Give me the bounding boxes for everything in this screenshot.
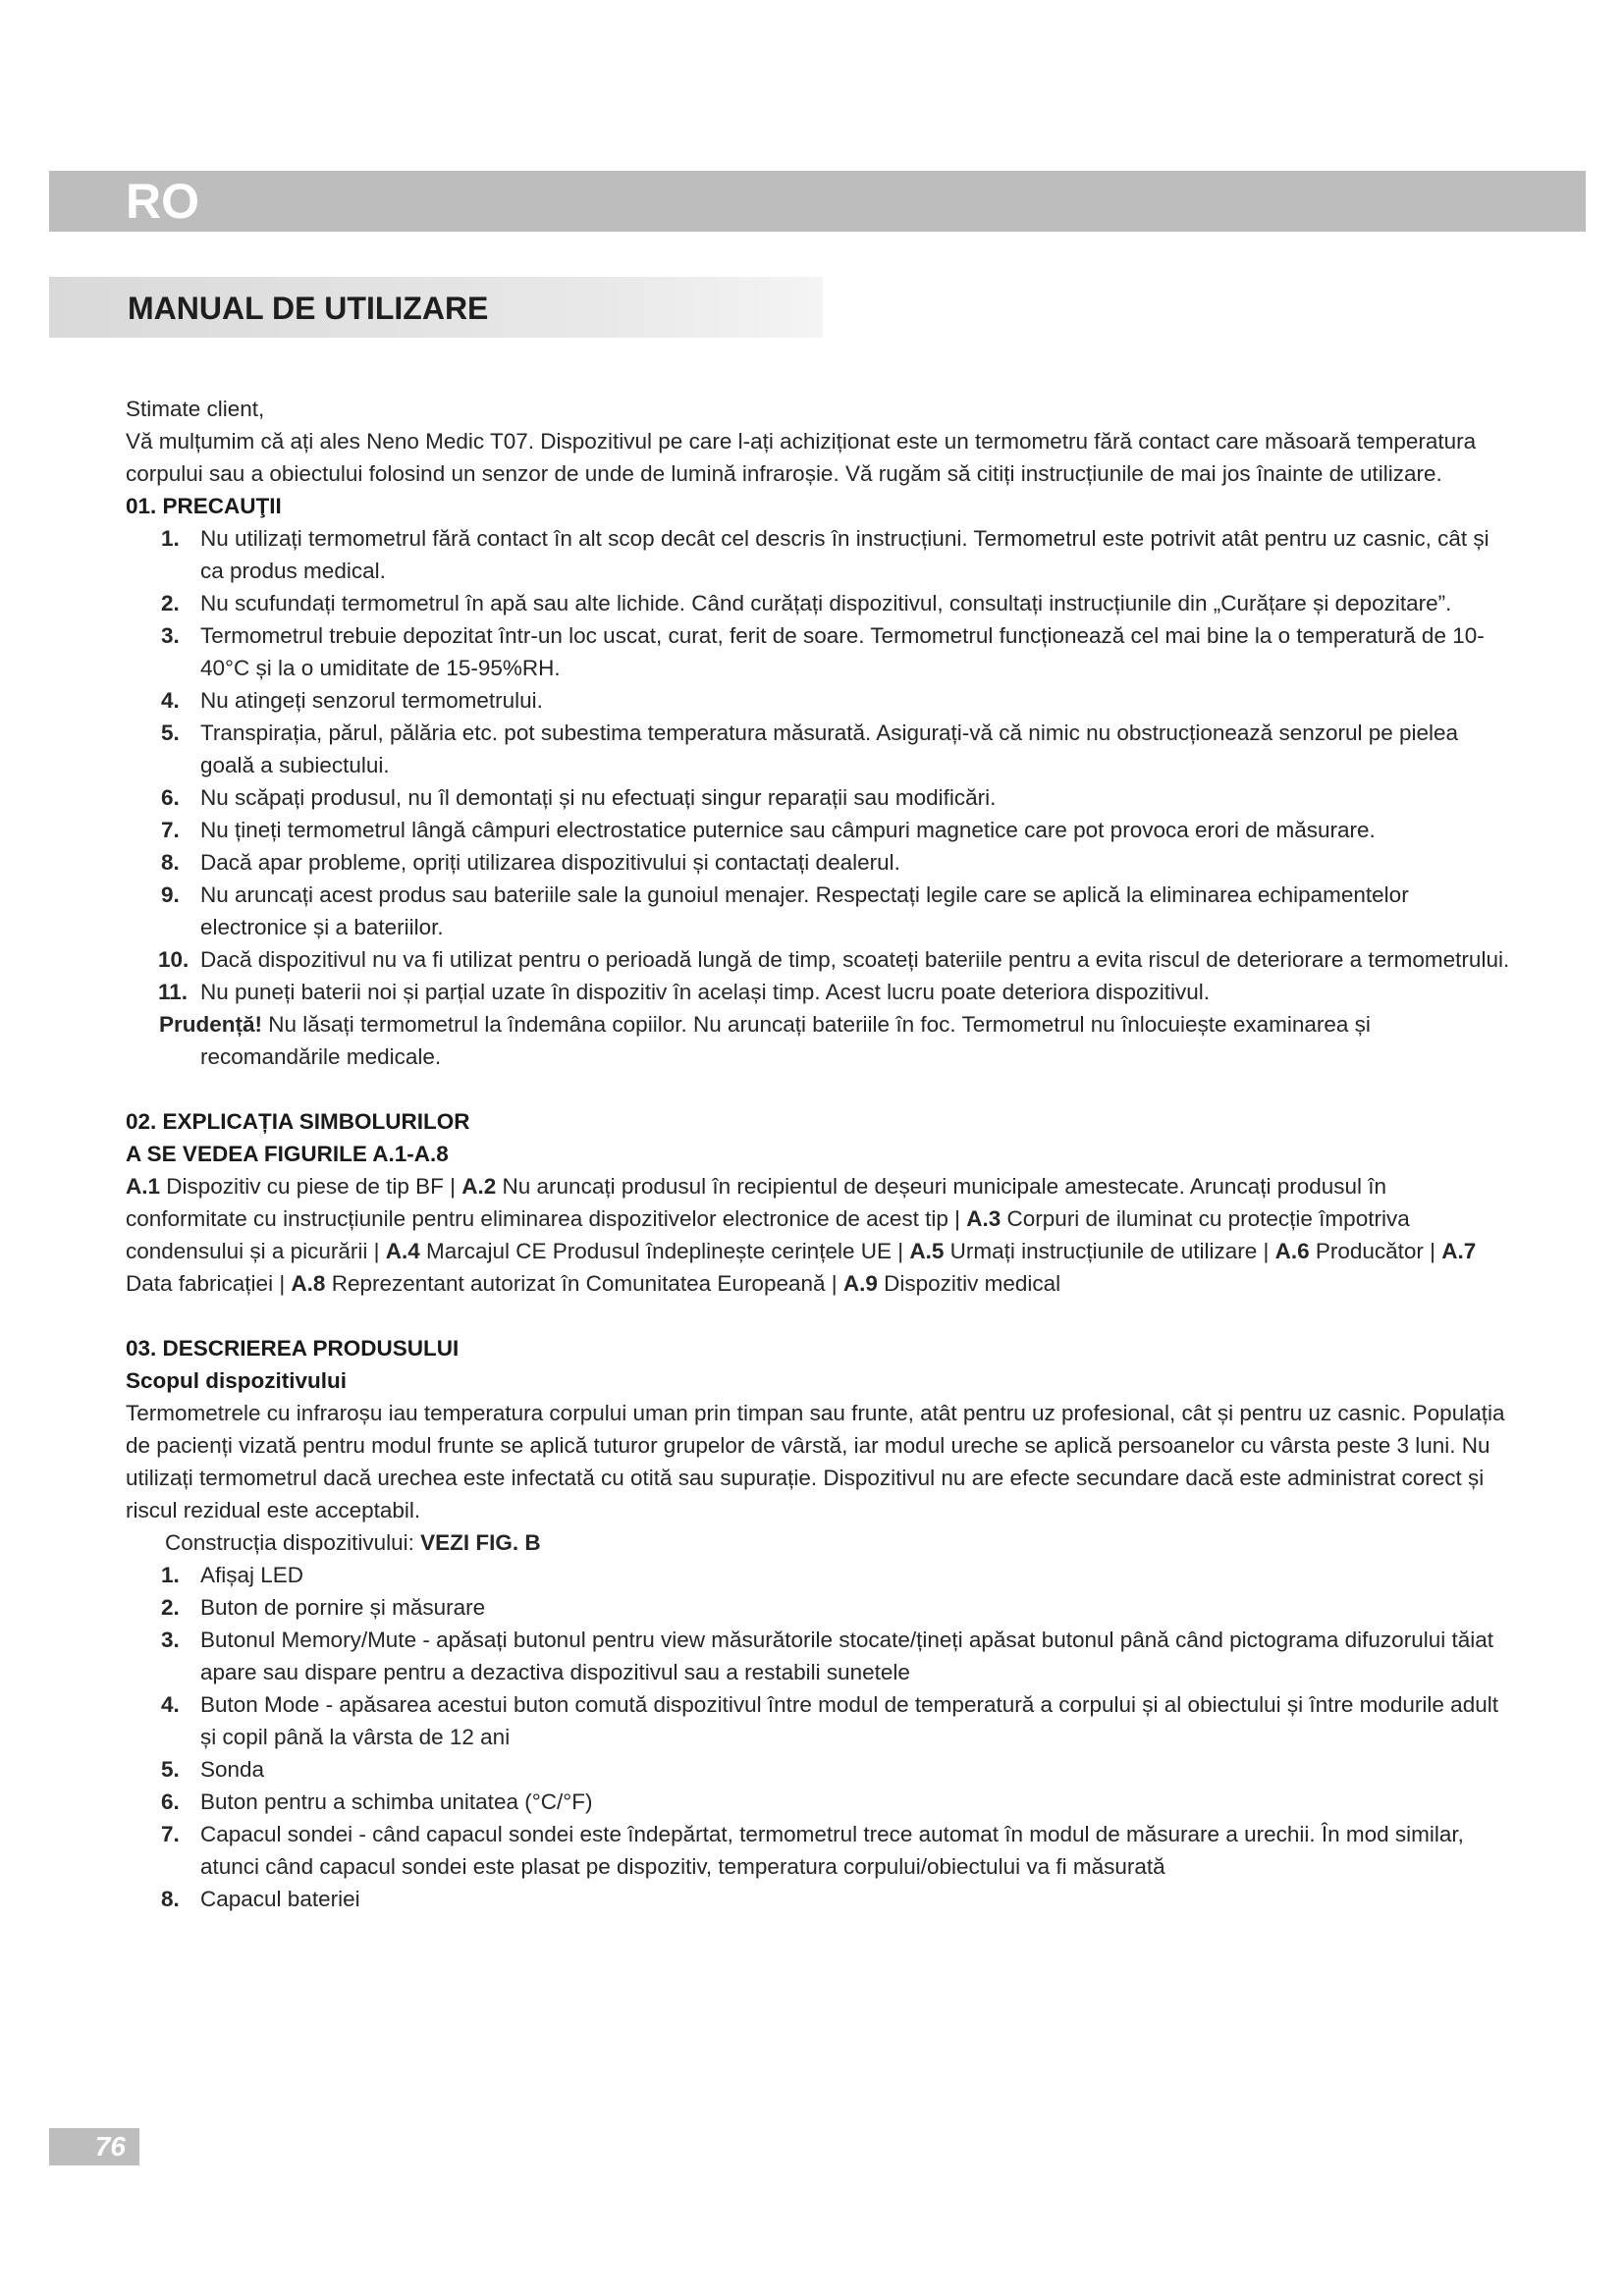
list-item: 5. Transpirația, părul, pălăria etc. pot subestima temperatura măsurată. Asigurați-vă că nimic nu obstrucționează senzorul pe pielea goală a subiectului. <box>161 721 1459 777</box>
intro-paragraph: Vă mulțumim că ați ales Neno Medic T07. Dispozitivul pe care l-ați achiziționat este un termometru fără contact care măsoară temperatura corpului sau a obiectului folosind un senzor de unde de lumină infraroșie. Vă rugăm să citiți instrucțiunile de mai jos înainte de utilizare. <box>126 429 1477 486</box>
page-number-badge <box>49 2128 139 2165</box>
components-list <box>126 1559 1512 1915</box>
list-item: 8. Capacul bateriei <box>161 1887 360 1911</box>
list-item: 7. Capacul sondei - când capacul sondei este îndepărtat, termometrul trece automat în modul de măsurare a urechii. În mod similar, atunci când capacul sondei este plasat pe dispozitiv, temperatura corpului/obiectului va fi măsurată <box>161 1822 1464 1879</box>
list-item: 4. Buton Mode - apăsarea acestui buton comută dispozitivul între modul de temperatură a corpului și al obiectului și între modurile adult și copil până la vârsta de 12 ani <box>161 1692 1498 1749</box>
section-03-subheading: Scopul dispozitivului <box>126 1368 347 1393</box>
section-01-heading: 01. PRECAUŢII <box>126 494 282 518</box>
list-item: 5. Sonda <box>161 1757 265 1782</box>
list-item: 1. Nu utilizați termometrul fără contact în alt scop decât cel descris în instrucțiuni. Termometrul este potrivit atât pentru uz casnic, cât și ca produs medical. <box>161 526 1489 583</box>
list-item: 7. Nu țineți termometrul lângă câmpuri electrostatice puternice sau câmpuri magnetice care pot provoca erori de măsurare. <box>161 818 1376 842</box>
symbols-paragraph: A.1 Dispozitiv cu piese de tip BF | A.2 Nu aruncați produsul în recipientul de deșeuri municipale amestecate. Aruncați produsul în conformitate cu instrucțiunile pentru eliminarea dispozitivelor electronice de acest tip | A.3 Corpuri de iluminat cu protecție împotriva condensului și a picurării | A.4 Marcajul CE Produsul îndeplinește cerințele UE | A.5 Urmați instrucțiunile de utilizare | A.6 Producător | A.7 Data fabricației | A.8 Reprezentant autorizat în Comunitatea Europeană | A.9 Dispozitiv medical <box>126 1174 1477 1296</box>
language-code: RO <box>126 174 199 229</box>
purpose-paragraph: Termometrele cu infraroșu iau temperatura corpului uman prin timpan sau frunte, atât pentru uz profesional, cât și pentru uz casnic. Populația de pacienți vizată pentru modul frunte se aplică tuturor grupelor de vârstă, iar modul ureche se aplică persoanelor cu vârsta peste 3 luni. Nu utilizați termometrul dacă urechea este infectată cu otită sau supurație. Dispozitivul nu are efecte secundare dacă este administrat corect și riscul rezidual este acceptabil. <box>126 1401 1505 1522</box>
list-item: 8. Dacă apar probleme, opriți utilizarea dispozitivului și contactați dealerul. <box>161 850 900 875</box>
list-item: 3. Butonul Memory/Mute - apăsați butonul pentru view măsurătorile stocate/țineți apăsat butonul până când pictograma difuzorului tăiat apare sau dispare pentru a dezactiva dispozitivul sau a restabili sunetele <box>161 1628 1493 1684</box>
greeting: Stimate client, <box>126 397 265 421</box>
language-header-bar <box>49 171 1586 232</box>
caution-note: Prudență! Nu lăsați termometrul la îndemâna copiilor. Nu aruncați bateriile în foc. Termometrul nu înlocuiește examinarea și recomandările medicale. <box>159 1012 1371 1069</box>
manual-title-bar <box>49 277 823 338</box>
list-item: 2. Buton de pornire și măsurare <box>161 1595 486 1620</box>
section-03-heading: 03. DESCRIEREA PRODUSULUI <box>126 1336 460 1361</box>
list-item: 6. Buton pentru a schimba unitatea (°C/°F) <box>161 1789 593 1814</box>
page-number: 76 <box>94 2131 126 2162</box>
list-item: 2. Nu scufundați termometrul în apă sau alte lichide. Când curățați dispozitivul, consultați instrucțiunile din „Curățare și depozitare”. <box>161 591 1452 615</box>
list-item: 3. Termometrul trebuie depozitat într-un loc uscat, curat, ferit de soare. Termometrul funcționează cel mai bine la o temperatură de 10-40°C și la o umiditate de 15-95%RH. <box>161 623 1485 680</box>
construction-line: Construcția dispozitivului: VEZI FIG. B <box>165 1530 541 1555</box>
manual-title: MANUAL DE UTILIZARE <box>128 291 489 326</box>
list-item: 9. Nu aruncați acest produs sau bateriile sale la gunoiul menajer. Respectați legile care se aplică la eliminarea echipamentelor electronice și a bateriilor. <box>161 882 1409 939</box>
section-02-subheading: A SE VEDEA FIGURILE A.1-A.8 <box>126 1142 449 1166</box>
list-item: 6. Nu scăpați produsul, nu îl demontați și nu efectuați singur reparații sau modificări. <box>161 785 997 810</box>
precautions-list <box>126 522 1512 1073</box>
section-02-heading: 02. EXPLICAȚIA SIMBOLURILOR <box>126 1109 470 1134</box>
list-item: 11. Nu puneți baterii noi și parțial uzate în dispozitiv în același timp. Acest lucru poate deteriora dispozitivul. <box>158 980 1211 1004</box>
list-item: 4. Nu atingeți senzorul termometrului. <box>161 688 543 713</box>
list-item: 1. Afișaj LED <box>161 1563 304 1587</box>
document-body <box>126 393 1512 1915</box>
list-item: 10. Dacă dispozitivul nu va fi utilizat pentru o perioadă lungă de timp, scoateți bateriile pentru a evita riscul de deteriorare a termometrului. <box>158 947 1510 972</box>
